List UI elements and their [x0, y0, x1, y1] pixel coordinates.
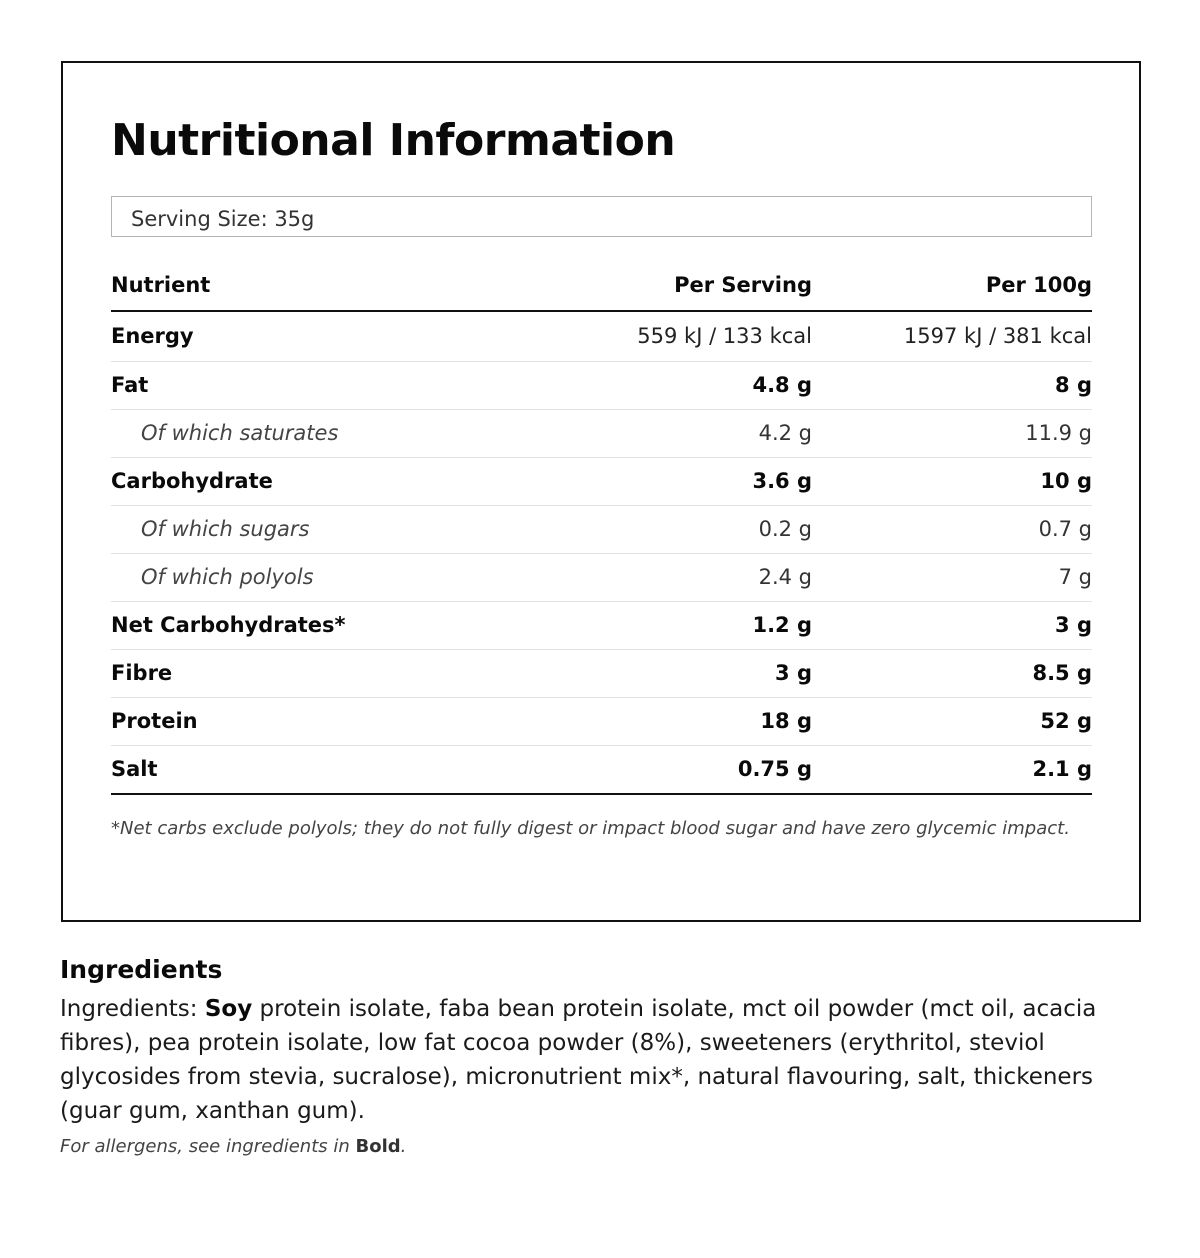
- per-serving-value: 3.6 g: [531, 457, 812, 505]
- net-carbs-footnote: *Net carbs exclude polyols; they do not fully digest or impact blood sugar and have zero glycemic impact.: [111, 818, 1070, 839]
- allergen-note-prefix: For allergens, see ingredients in: [60, 1136, 356, 1157]
- allergen-note-suffix: .: [400, 1136, 407, 1157]
- page-title: Nutritional Information: [111, 115, 676, 166]
- per-100g-value: 8 g: [812, 361, 1092, 409]
- per-serving-value: 4.8 g: [531, 361, 812, 409]
- table-row: [111, 745, 1092, 794]
- per-100g-value: 2.1 g: [812, 745, 1092, 794]
- per-100g-value: 8.5 g: [812, 649, 1092, 697]
- ingredients-prefix: Ingredients:: [60, 996, 205, 1022]
- nutrition-table: [111, 259, 1092, 795]
- serving-size-box: Serving Size: 35g: [111, 196, 1092, 237]
- header-nutrient: Nutrient: [111, 259, 531, 311]
- nutrient-name: Salt: [111, 745, 531, 794]
- per-serving-value: 0.2 g: [531, 505, 812, 553]
- ingredients-text: [60, 992, 1145, 1128]
- per-100g-value: 10 g: [812, 457, 1092, 505]
- nutrient-name: Fibre: [111, 649, 531, 697]
- allergen-note: [60, 1134, 1140, 1160]
- nutrient-name: Of which saturates: [111, 409, 531, 457]
- per-serving-value: 3 g: [531, 649, 812, 697]
- nutrient-name: Energy: [111, 311, 531, 361]
- ingredients-list: protein isolate, faba bean protein isolate, mct oil powder (mct oil, acacia fibres), pea protein isolate, low fat cocoa powder (8%), sweeteners (erythritol, steviol glycosides from stevia, sucralose), micronutrient mix*, natural flavouring, salt, thickeners (guar gum, xanthan gum).: [60, 996, 1097, 1124]
- per-100g-value: 52 g: [812, 697, 1092, 745]
- ingredients-heading: Ingredients: [60, 955, 223, 984]
- nutrient-name: Of which polyols: [111, 553, 531, 601]
- allergen-note-bold: Bold: [355, 1136, 401, 1157]
- per-100g-value: 0.7 g: [812, 505, 1092, 553]
- table-row: [111, 311, 1092, 361]
- per-100g-value: 3 g: [812, 601, 1092, 649]
- table-row: [111, 361, 1092, 409]
- per-100g-value: 1597 kJ / 381 kcal: [812, 311, 1092, 361]
- table-row: [111, 553, 1092, 601]
- nutrient-name: Fat: [111, 361, 531, 409]
- table-row: [111, 601, 1092, 649]
- allergen-ingredient: Soy: [204, 996, 253, 1022]
- table-row: [111, 649, 1092, 697]
- nutrient-name: Net Carbohydrates*: [111, 601, 531, 649]
- table-row: [111, 505, 1092, 553]
- nutrient-name: Protein: [111, 697, 531, 745]
- table-row: [111, 457, 1092, 505]
- per-serving-value: 0.75 g: [531, 745, 812, 794]
- per-serving-value: 4.2 g: [531, 409, 812, 457]
- table-row: [111, 697, 1092, 745]
- table-header-row: [111, 259, 1092, 311]
- per-serving-value: 1.2 g: [531, 601, 812, 649]
- per-serving-value: 559 kJ / 133 kcal: [531, 311, 812, 361]
- nutrient-name: Of which sugars: [111, 505, 531, 553]
- per-100g-value: 11.9 g: [812, 409, 1092, 457]
- table-row: [111, 409, 1092, 457]
- nutrient-name: Carbohydrate: [111, 457, 531, 505]
- per-serving-value: 18 g: [531, 697, 812, 745]
- per-serving-value: 2.4 g: [531, 553, 812, 601]
- header-per-100g: Per 100g: [812, 259, 1092, 311]
- per-100g-value: 7 g: [812, 553, 1092, 601]
- header-per-serving: Per Serving: [531, 259, 812, 311]
- nutrition-panel: [61, 61, 1141, 922]
